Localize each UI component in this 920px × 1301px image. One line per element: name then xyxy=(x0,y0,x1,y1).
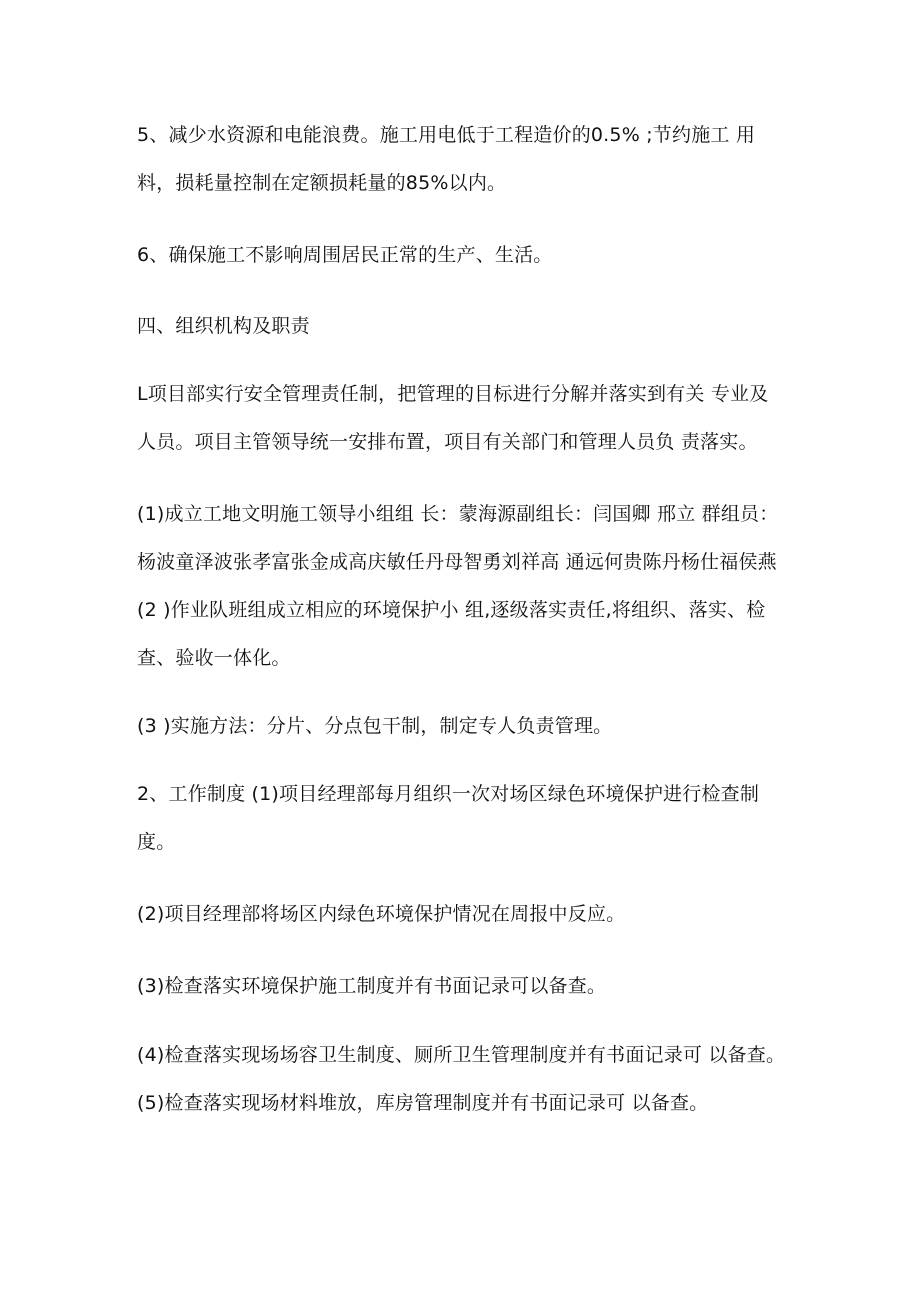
paragraph-energy-saving: 5、减少水资源和电能浪费。施工用电低于工程造价的0.5% ;节约施工 用料，损耗量控制在定额损耗量的85%以内。 xyxy=(137,124,756,194)
paragraph-leading-group: (1)成立工地文明施工领导小组组 长：蒙海源副组长：闫国卿 邢立 群组员：杨波童泽波张孝富张金成高庆敏任丹母智勇刘祥高 通远何贵陈丹杨仕福侯燕(2 )作业队班组成立相应的环境保护小 组,逐级落实责任,将组织、落实、检查、验收一体化。 xyxy=(137,503,779,669)
paragraph-resident-impact: 6、确保施工不影响周围居民正常的生产、生活。 xyxy=(137,244,553,266)
paragraph-weekly-report: (2)项目经理部将场区内绿色环境保护情况在周报中反应。 xyxy=(137,903,626,925)
paragraph-inspection-records: (3)检查落实环境保护施工制度并有书面记录可以备查。 xyxy=(137,975,607,997)
paragraph-implementation-method: (3 )实施方法：分片、分点包干制，制定专人负责管理。 xyxy=(137,715,613,737)
paragraph-site-hygiene: (4)检查落实现场场容卫生制度、厕所卫生管理制度并有书面记录可 以备查。(5)检查落实现场材料堆放，库房管理制度并有书面记录可 以备查。 xyxy=(137,1044,786,1114)
paragraph-work-system: 2、工作制度 (1)项目经理部每月组织一次对场区绿色环境保护进行检查制度。 xyxy=(137,783,760,853)
paragraph-responsibility-system: L项目部实行安全管理责任制，把管理的目标进行分解并落实到有关 专业及人员。项目主管领导统一安排布置，项目有关部门和管理人员负 责落实。 xyxy=(137,383,769,453)
section-heading-organization: 四、组织机构及职责 xyxy=(137,315,310,337)
